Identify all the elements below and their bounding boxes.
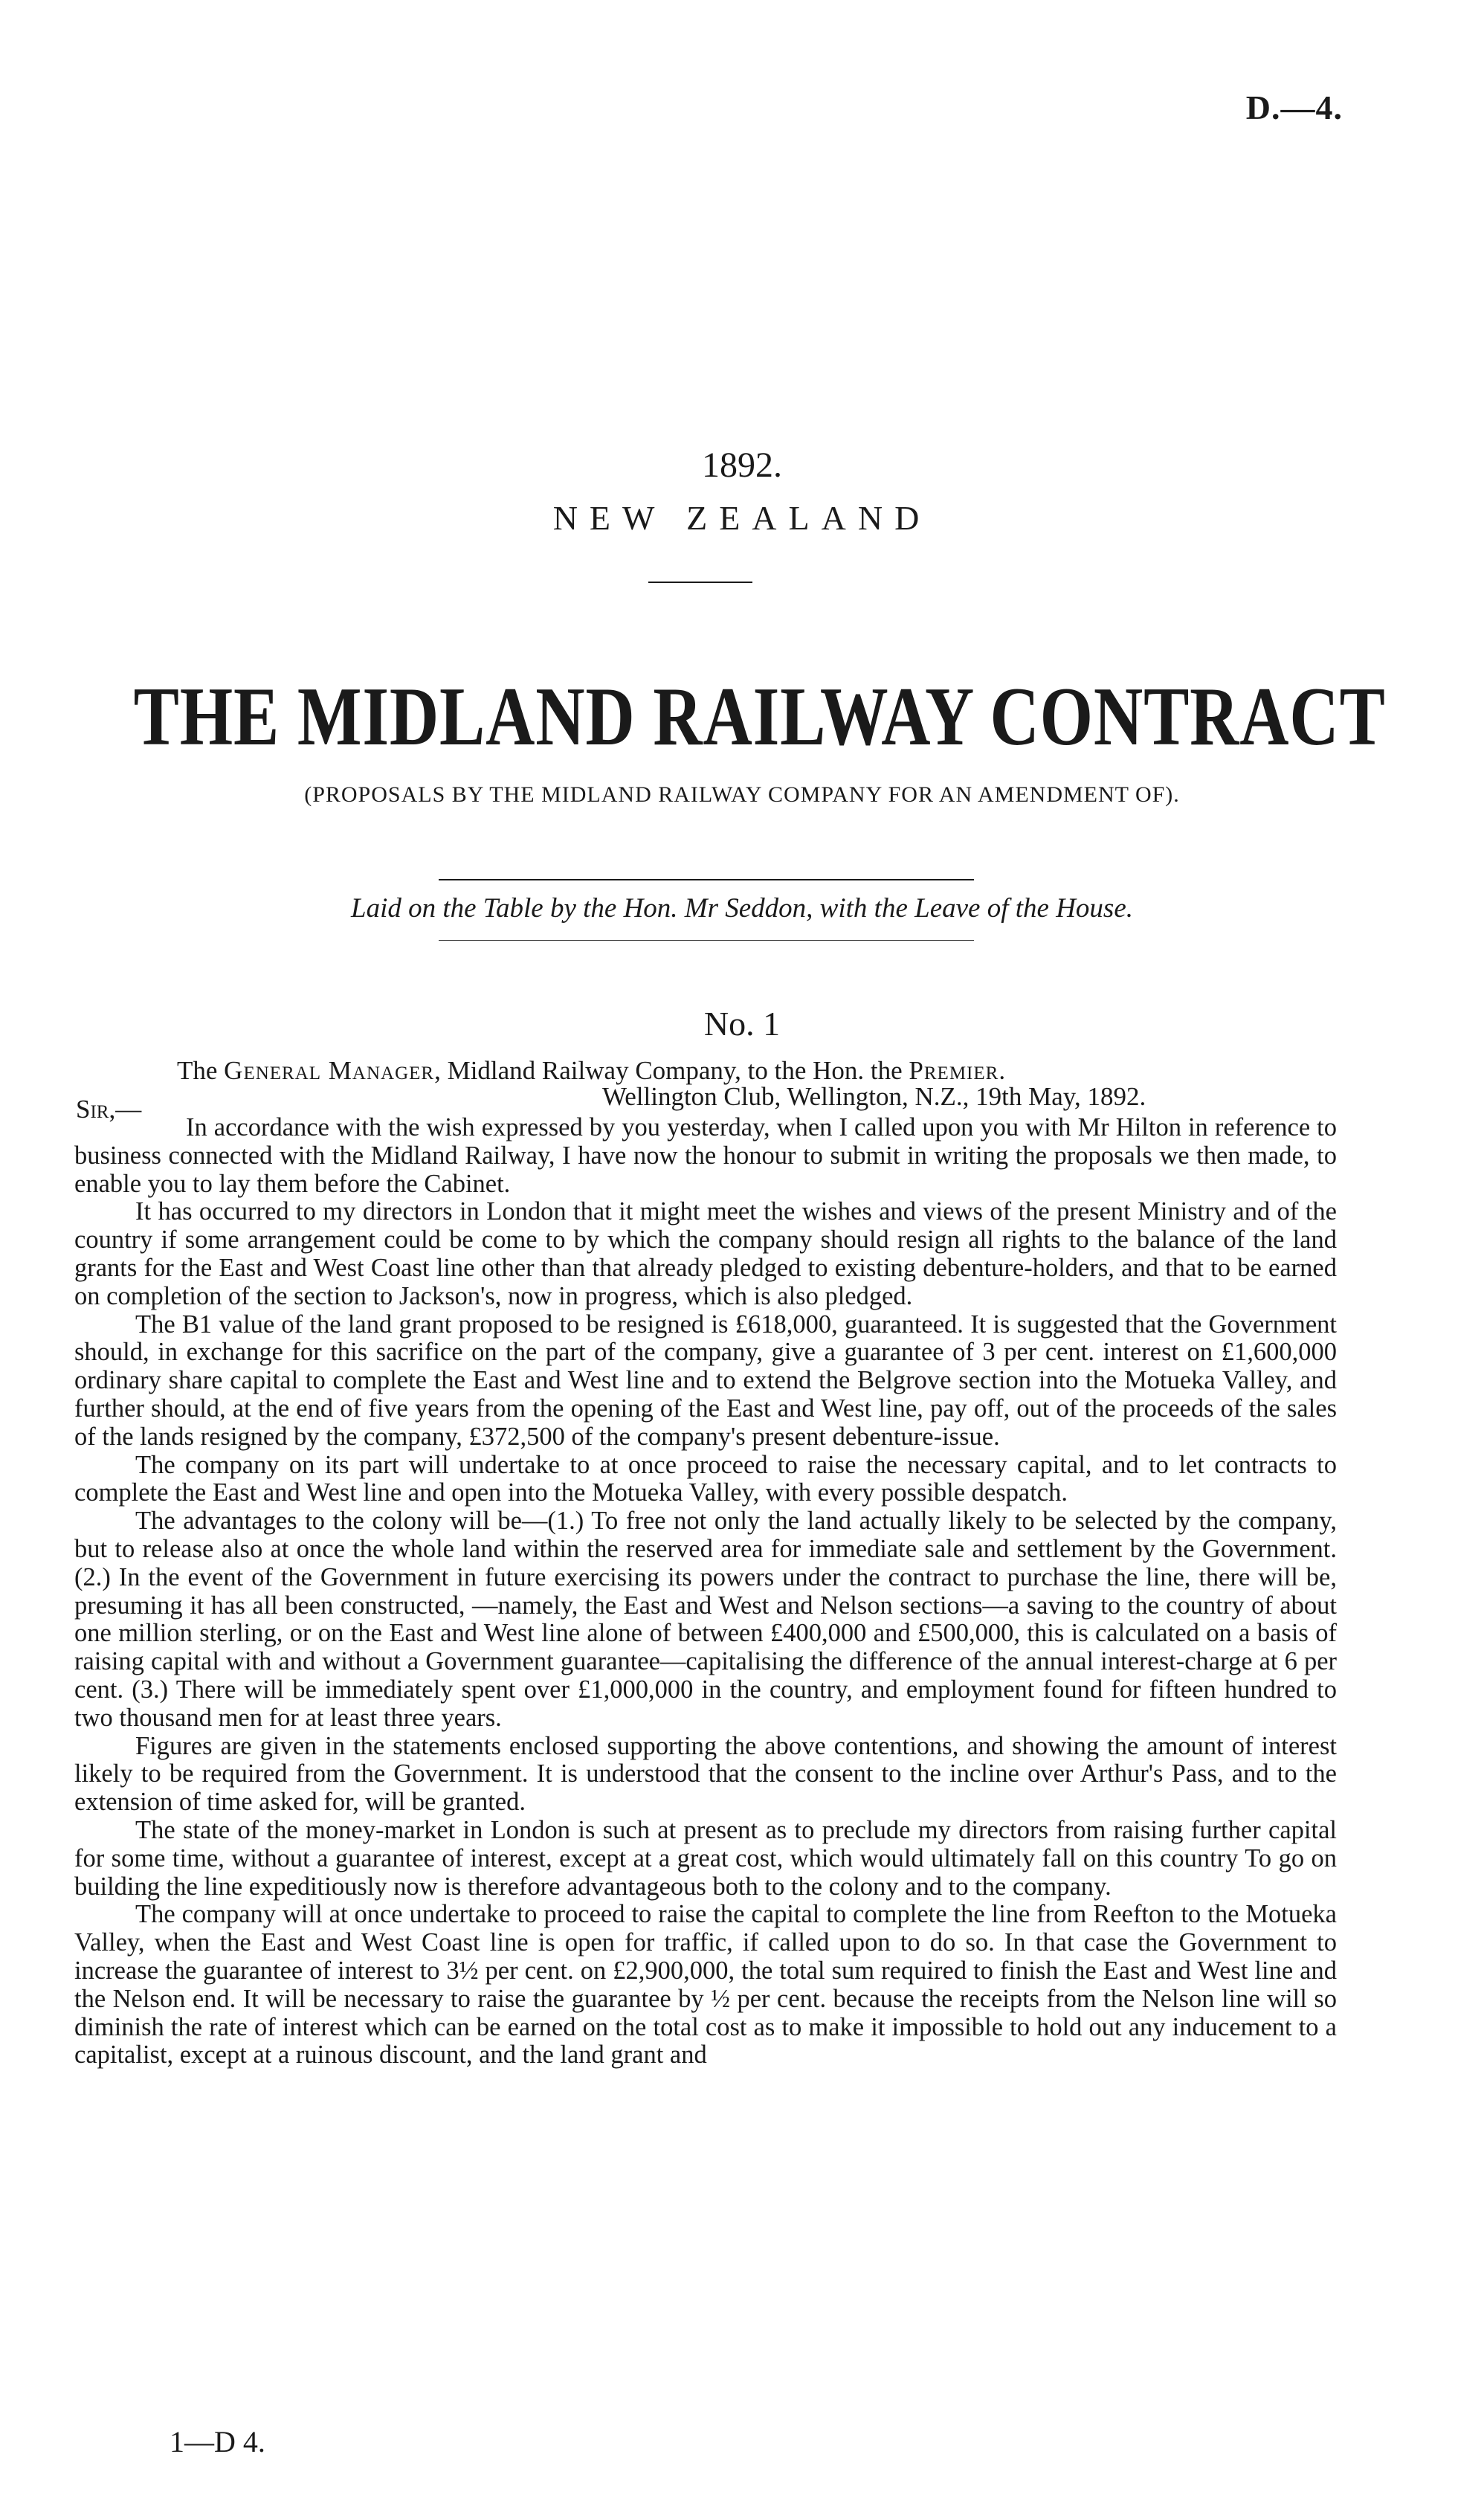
paragraph: In accordance with the wish expressed by you yesterday, when I called upon you with Mr Hilton in reference to business connected with the Midland Railway, I have now the honour to submit in writing the proposals we then made, to enable you to lay them before the Cabinet. (74, 1113, 1337, 1198)
paragraph: It has occurred to my directors in London that it might meet the wishes and views of the present Ministry and of the country if some arrangement could be come to by which the company should resign all rights to the balance of the land grants for the East and West Coast line other than that already pledged to existing debenture-holders, and that to be earned on completion of the section to Jackson's, now in progress, which is also pledged. (74, 1197, 1337, 1310)
laid-on-table-note: Laid on the Table by the Hon. Mr Seddon, with the Leave of the House. (351, 893, 1133, 924)
correspondents-line: The General Manager, Midland Railway Company, to the Hon. the Premier. (177, 1056, 1007, 1085)
country-heading: NEW ZEALAND (552, 499, 932, 537)
paragraph: Figures are given in the statements enclosed supporting the above contentions, and showing the amount of interest likely to be required from the Government. It is understood that the consent to the incline over Arthur's Pass, and to the extension of time asked for, will be granted. (74, 1731, 1337, 1817)
laid-divider-top (439, 879, 974, 880)
salutation: Sir,— (76, 1095, 142, 1124)
laid-divider-bottom (439, 940, 974, 941)
to-role: Premier. (909, 1056, 1007, 1085)
paragraph: The B1 value of the land grant proposed to be resigned is £618,000, guaranteed. It is suggested that the Government should, in exchange for this sacrifice on the part of the company, give a guarantee of 3 per cent. interest on £1,600,000 ordinary share capital to complete the East and West line and to extend the Belgrove section into the Motueka Valley, and further should, at the end of five years from the opening of the East and West line, pay off, out of the proceeds of the sales of the lands resigned by the company, £372,500 of the company's present debenture-issue. (74, 1310, 1337, 1451)
paragraph: The company on its part will undertake to at once proceed to raise the necessary capital, and to let contracts to complete the East and West line and open into the Motueka Valley, with every possible despatch. (74, 1450, 1337, 1507)
paragraph: The company will at once undertake to proceed to raise the capital to complete the line from Reefton to the Motueka Valley, when the East and West Coast line is open for traffic, if called upon to do so. In that case the Government to increase the guarantee of interest to 3½ per cent. on £2,900,000, the total sum required to finish the East and West line and the Nelson end. It will be necessary to raise the guarantee by ½ per cent. because the receipts from the Nelson line will so diminish the rate of interest which can be earned on the total cost as to make it impossible to hold out any inducement to a capitalist, except at a ruinous discount, and the land grant and (74, 1900, 1337, 2070)
from-role: General Manager (224, 1056, 435, 1085)
paragraph: The state of the money-market in London is such at present as to preclude my directors from raising further capital for some time, without a guarantee of interest, except at a great cost, which would ultimately fall on this country To go on building the line expeditiously now is therefore advantageous both to the colony and to the company. (74, 1815, 1337, 1901)
from-company: , Midland Railway Company, to the Hon. the (434, 1056, 909, 1085)
document-year: 1892. (702, 445, 782, 485)
page-code: D.—4. (1245, 88, 1343, 126)
signature-code: 1—D 4. (170, 2425, 265, 2458)
subtitle: (PROPOSALS BY THE MIDLAND RAILWAY COMPANY FOR AN AMENDMENT OF). (304, 782, 1180, 807)
title-divider (648, 582, 752, 583)
main-title: THE MIDLAND RAILWAY CONTRACT (133, 671, 1386, 763)
letter-body (74, 1114, 1337, 2070)
letter-number: No. 1 (703, 1005, 781, 1043)
address-date: Wellington Club, Wellington, N.Z., 19th May, 1892. (602, 1082, 1146, 1111)
paragraph: The advantages to the colony will be—(1.) To free not only the land actually likely to be selected by the company, but to release also at once the whole land within the reserved area for immediate sale and settlement by the Government. (2.) In the event of the Government in future exercising its powers under the contract to purchase the line, there will be, presuming it has all been constructed, —namely, the East and West and Nelson sections—a saving to the country of about one million sterling, or on the East and West line alone of between £400,000 and £500,000, this is calculated on a basis of raising capital with and without a Government guarantee—capitalising the difference of the annual interest-charge at 6 per cent. (3.) There will be immediately spent over £1,000,000 in the country, and employment found for fifteen hundred to two thousand men for at least three years. (74, 1507, 1337, 1732)
